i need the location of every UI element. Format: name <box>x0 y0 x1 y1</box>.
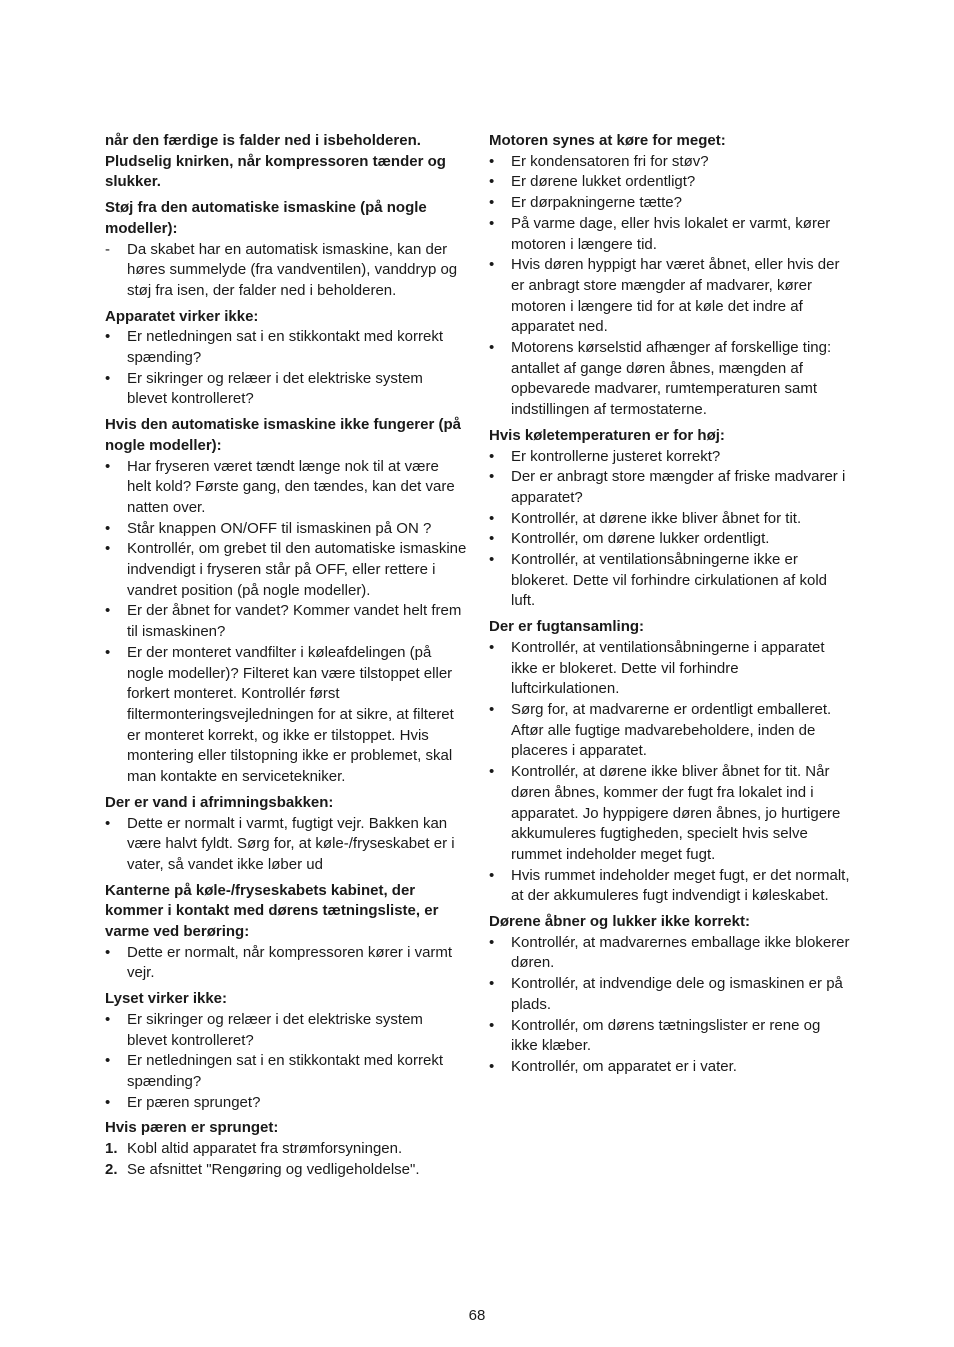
bullet-marker: • <box>105 1010 111 1028</box>
list-item <box>489 467 851 508</box>
bullet-marker: • <box>489 1057 495 1075</box>
list-item <box>489 447 851 468</box>
bullet-list <box>489 447 851 613</box>
section-heading: Dørene åbner og lukker ikke korrekt: <box>489 913 750 931</box>
section-heading: Hvis pæren er sprunget: <box>105 1119 279 1137</box>
list-item-text: Er der monteret vandfilter i køleafdelingen (på nogle modeller)? Filteret kan være tilstoppet eller forkert monteret. Kontrollér først filtermonteringsvejledningen for at sikre, at filteret er monteret korrekt, og ikke er tilstoppet. Hvis montering eller tilstopning ikke er problemet, skal man kontakte en servicetekniker. <box>127 643 454 786</box>
list-item-text: Er dørene lukket ordentligt? <box>511 173 696 191</box>
list-item <box>489 933 851 974</box>
list-item-text: Er der åbnet for vandet? Kommer vandet helt frem til ismaskinen? <box>127 602 462 641</box>
bullet-list <box>489 152 851 421</box>
section-heading: Hvis den automatiske ismaskine ikke fungerer (på nogle modeller): <box>105 416 461 454</box>
list-item-text: Har fryseren været tændt længe nok til at være helt kold? Første gang, den tændes, kan det vare natten over. <box>127 457 455 516</box>
list-item <box>105 457 467 519</box>
list-item-text: Se afsnittet "Rengøring og vedligeholdelse". <box>127 1160 420 1178</box>
bullet-list <box>489 638 851 907</box>
bullet-marker: • <box>105 1052 111 1070</box>
section-heading: Motoren synes at køre for meget: <box>489 132 726 149</box>
bullet-marker: • <box>489 339 495 357</box>
list-item-text: Sørg for, at madvarerne er ordentligt emballeret. Aftør alle fugtige madvarebeholdere, inden de placeres i apparatet. <box>511 700 832 760</box>
list-item-text: Kontrollér, om dørene lukker ordentligt. <box>511 530 770 548</box>
list-item-text: Hvis rummet indeholder meget fugt, er det normalt, at der akkumuleres fugt indvendigt i køleskabet. <box>511 866 850 905</box>
list-item <box>489 509 851 530</box>
bullet-marker: • <box>489 173 495 191</box>
bullet-marker: • <box>105 519 111 537</box>
bullet-marker: • <box>105 328 111 346</box>
list-item <box>489 550 851 612</box>
list-item-text: Kontrollér, at indvendige dele og ismaskinen er på plads. <box>511 975 843 1013</box>
bullet-marker: • <box>489 866 495 884</box>
bullet-marker: • <box>489 468 495 486</box>
list-item-text: Der er anbragt store mængder af friske madvarer i apparatet? <box>511 468 846 506</box>
bullet-list <box>105 1010 467 1114</box>
list-item <box>105 1160 467 1181</box>
item-number: 2. <box>105 1160 118 1178</box>
list-item-text: Er pæren sprunget? <box>127 1093 261 1111</box>
numbered-list <box>105 1139 467 1180</box>
list-item <box>489 1057 851 1078</box>
bullet-list <box>105 814 467 876</box>
bullet-marker: • <box>489 214 495 232</box>
troubleshooting-section <box>105 1118 467 1180</box>
list-item-text: Dette er normalt, når kompressoren kører i varmt vejr. <box>127 943 453 982</box>
list-item-text: Er kondensatoren fri for støv? <box>511 152 709 170</box>
bullet-list <box>489 933 851 1078</box>
bullet-marker: • <box>489 700 495 718</box>
bullet-marker: • <box>489 447 495 465</box>
bullet-marker: • <box>489 975 495 993</box>
list-item <box>105 539 467 601</box>
list-item-text: Motorens kørselstid afhænger af forskellige ting: antallet af gange døren åbnes, mængden af opbevarede madvarer, rumtemperaturen samt indstillingen af termostaterne. <box>511 339 832 419</box>
list-item-text: Kobl altid apparatet fra strømforsyningen. <box>127 1140 403 1158</box>
list-item-text: Kontrollér, om dørens tætningslister er rene og ikke klæber. <box>511 1016 821 1055</box>
list-item-text: Er netledningen sat i en stikkontakt med korrekt spænding? <box>127 1052 443 1090</box>
list-item <box>489 974 851 1015</box>
bullet-list <box>105 327 467 410</box>
list-item <box>489 866 851 907</box>
section-heading: Apparatet virker ikke: <box>105 307 259 325</box>
list-item <box>489 529 851 550</box>
bullet-marker: • <box>105 540 111 558</box>
right-column <box>489 131 851 1083</box>
list-item <box>105 814 467 876</box>
bullet-list <box>105 457 467 788</box>
bullet-marker: • <box>489 763 495 781</box>
list-item-text: Da skabet har en automatisk ismaskine, kan der høres summelyde (fra vandventilen), vanddryp og støj fra isen, der falder ned i beholderen. <box>127 240 458 299</box>
list-item-text: Kontrollér, at ventilationsåbningerne i apparatet ikke er blokeret. Dette vil forhindre luftcirkulationen. <box>511 638 825 698</box>
troubleshooting-section <box>105 415 467 788</box>
list-item <box>489 214 851 255</box>
list-item <box>105 1139 467 1160</box>
list-item <box>489 700 851 762</box>
list-item-text: Er kontrollerne justeret korrekt? <box>511 447 721 465</box>
section-heading: Der er vand i afrimningsbakken: <box>105 793 334 811</box>
bullet-list <box>105 943 467 984</box>
list-item <box>105 1051 467 1092</box>
troubleshooting-section <box>105 198 467 302</box>
list-item <box>489 255 851 338</box>
list-item-text: Står knappen ON/OFF til ismaskinen på ON ? <box>127 519 432 537</box>
bullet-marker: • <box>105 814 111 832</box>
troubleshooting-section <box>105 881 467 985</box>
list-item <box>105 601 467 642</box>
section-heading: Hvis køletemperaturen er for høj: <box>489 426 725 444</box>
bullet-marker: • <box>489 509 495 527</box>
bullet-marker: • <box>105 1093 111 1111</box>
list-item <box>105 943 467 984</box>
section-heading: Støj fra den automatiske ismaskine (på nogle modeller): <box>105 199 427 237</box>
section-heading: Kanterne på køle-/fryseskabets kabinet, der kommer i kontakt med dørens tætningsliste, er varme ved berøring: <box>105 881 439 941</box>
dash-marker: - <box>105 240 110 258</box>
list-item <box>489 762 851 866</box>
bullet-marker: • <box>105 602 111 620</box>
list-item-text: Kontrollér, at dørene ikke bliver åbnet for tit. Når døren åbnes, kommer der fugt fra lokalet ind i apparatet. Jo hyppigere døren åbnes, jo hurtigere akkumuleres fugtigheden, specielt hvis selve rummet indeholder meget fugt. <box>511 763 841 863</box>
troubleshooting-section <box>489 617 851 907</box>
bullet-marker: • <box>489 551 495 569</box>
list-item-text: Kontrollér, at ventilationsåbningerne ikke er blokeret. Dette vil forhindre cirkulationen af kold luft. <box>511 551 827 610</box>
troubleshooting-section <box>105 989 467 1113</box>
list-item <box>489 172 851 193</box>
item-number: 1. <box>105 1140 118 1158</box>
bullet-marker: • <box>489 256 495 274</box>
list-item <box>489 638 851 700</box>
bullet-marker: • <box>489 530 495 548</box>
list-item-text: Er sikringer og relæer i det elektriske system blevet kontrolleret? <box>127 369 423 408</box>
list-item <box>105 1010 467 1051</box>
bullet-marker: • <box>105 943 111 961</box>
list-item <box>105 643 467 788</box>
list-item <box>105 240 467 302</box>
list-item-text: Dette er normalt i varmt, fugtigt vejr. Bakken kan være halvt fyldt. Sørg for, at køle-/fryseskabet er i vater, så vandet ikke løber ud <box>127 814 455 873</box>
list-item-text: Er netledningen sat i en stikkontakt med korrekt spænding? <box>127 328 443 367</box>
list-item-text: Er dørpakningerne tætte? <box>511 194 682 212</box>
left-column <box>105 131 467 1185</box>
bullet-marker: • <box>105 457 111 475</box>
list-item-text: På varme dage, eller hvis lokalet er varmt, kører motoren i længere tid. <box>511 214 831 253</box>
bullet-marker: • <box>489 152 495 170</box>
list-item <box>489 338 851 421</box>
list-item-text: Kontrollér, at dørene ikke bliver åbnet for tit. <box>511 509 802 527</box>
list-item-text: Kontrollér, om apparatet er i vater. <box>511 1057 737 1075</box>
troubleshooting-section <box>105 307 467 411</box>
list-item <box>105 327 467 368</box>
left-sections <box>105 198 467 1180</box>
bullet-list <box>105 240 467 302</box>
list-item <box>489 152 851 173</box>
troubleshooting-section <box>105 793 467 876</box>
list-item-text: Kontrollér, at madvarernes emballage ikke blokerer døren. <box>511 933 850 972</box>
section-heading: Lyset virker ikke: <box>105 990 228 1008</box>
list-item-text: Hvis døren hyppigt har været åbnet, eller hvis der er anbragt store mængder af madvarer, kører motoren i længere tid for at køle det indre af apparatet ned. <box>511 256 840 336</box>
list-item <box>105 1093 467 1114</box>
list-item <box>489 1016 851 1057</box>
bullet-marker: • <box>489 194 495 212</box>
page-number: 68 <box>468 1307 486 1324</box>
bullet-marker: • <box>105 369 111 387</box>
right-sections <box>489 131 851 1078</box>
list-item <box>489 193 851 214</box>
continued-intro-text: når den færdige is falder ned i isbeholderen. Pludselig knirken, når kompressoren tænder og slukker. <box>105 132 446 191</box>
troubleshooting-section <box>489 912 851 1078</box>
list-item-text: Er sikringer og relæer i det elektriske system blevet kontrolleret? <box>127 1010 423 1049</box>
bullet-marker: • <box>489 933 495 951</box>
troubleshooting-section <box>489 426 851 612</box>
section-heading: Der er fugtansamling: <box>489 618 645 636</box>
list-item <box>105 369 467 410</box>
list-item <box>105 519 467 540</box>
bullet-marker: • <box>105 643 111 661</box>
bullet-marker: • <box>489 1016 495 1034</box>
list-item-text: Kontrollér, om grebet til den automatiske ismaskine indvendigt i fryseren står på OFF, eller rettere i vandret position (på nogle modeller). <box>127 540 467 599</box>
bullet-marker: • <box>489 638 495 656</box>
troubleshooting-section <box>489 131 851 421</box>
